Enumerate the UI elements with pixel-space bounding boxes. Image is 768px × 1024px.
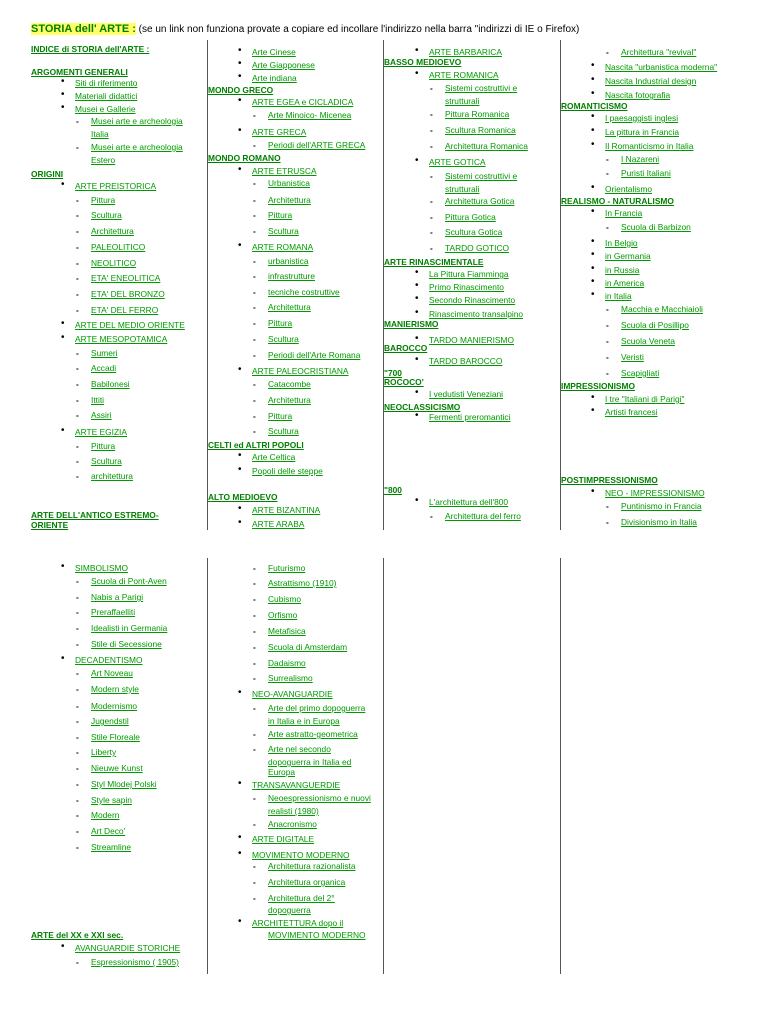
- index-link[interactable]: • ARTE ROMANA: [252, 242, 313, 252]
- index-link[interactable]: • Siti di riferimento: [75, 78, 137, 88]
- sub-link[interactable]: - Neoespressionismo e nuovi: [268, 793, 371, 803]
- section-heading: MANIERISMO: [384, 319, 439, 329]
- index-link[interactable]: • in Italia: [605, 291, 632, 301]
- sub-link[interactable]: - urbanistica: [268, 256, 309, 266]
- index-link[interactable]: • TARDO BAROCCO: [429, 356, 502, 366]
- index-link[interactable]: • in America: [605, 278, 644, 288]
- sub-link[interactable]: - ETA' DEL FERRO: [91, 305, 158, 315]
- index-link[interactable]: • La Pittura Fiamminga: [429, 269, 509, 279]
- sub-link[interactable]: - Cubismo: [268, 594, 301, 604]
- index-link[interactable]: • Nascita fotografia: [605, 90, 670, 100]
- sub-link[interactable]: - Scultura: [268, 426, 299, 436]
- index-link[interactable]: • ARTE PALEOCRISTIANA: [252, 366, 349, 376]
- sub-link[interactable]: - Divisionismo in Italia: [621, 517, 697, 527]
- sub-link[interactable]: - Accadi: [91, 363, 116, 373]
- sub-link[interactable]: - Scultura Romanica: [445, 125, 516, 135]
- section-heading: BAROCCO: [384, 343, 428, 353]
- sub-link[interactable]: - Espressionismo ( 1905): [91, 957, 179, 967]
- index-link[interactable]: • Rinascimento transalpino: [429, 309, 523, 319]
- index-link[interactable]: • La pittura in Francia: [605, 127, 679, 137]
- link-continuation[interactable]: strutturali: [445, 96, 480, 106]
- sub-link[interactable]: - Architettura "revival": [621, 47, 696, 57]
- index-link[interactable]: • ARTE ROMANICA: [429, 70, 499, 80]
- sub-link[interactable]: - Scultura: [268, 226, 299, 236]
- section-heading: INDICE di STORIA dell'ARTE :: [31, 44, 150, 54]
- column-divider: [383, 40, 384, 530]
- index-link[interactable]: • L'architettura dell'800: [429, 497, 508, 507]
- sub-link[interactable]: - Puristi Italiani: [621, 168, 671, 178]
- sub-link[interactable]: - Orfismo: [268, 610, 297, 620]
- link-continuation[interactable]: dopoguerra: [268, 905, 311, 915]
- link-continuation[interactable]: Estero: [91, 155, 116, 165]
- link-continuation[interactable]: dopoguerra in Italia ed: [268, 757, 352, 767]
- sub-link[interactable]: - Ittiti: [91, 395, 104, 405]
- index-link[interactable]: • ARTE GRECA: [252, 127, 306, 137]
- index-link[interactable]: • TRANSAVANGUERDIE: [252, 780, 340, 790]
- sub-link[interactable]: - Stile Floreale: [91, 732, 140, 742]
- index-link[interactable]: • Arte Giapponese: [252, 60, 315, 70]
- sub-link[interactable]: - Scuola di Pont-Aven: [91, 576, 167, 586]
- sub-link[interactable]: - Scuola di Barbizon: [621, 222, 691, 232]
- sub-link[interactable]: - Musei arte e archeologia: [91, 116, 183, 126]
- sub-link[interactable]: - Arte astratto-geometrica: [268, 729, 358, 739]
- sub-link[interactable]: - Scuola di Posillipo: [621, 320, 689, 330]
- sub-link[interactable]: - Scultura Gotica: [445, 227, 502, 237]
- index-link[interactable]: • AVANGUARDIE STORICHE: [75, 943, 180, 953]
- sub-link[interactable]: - Musei arte e archeologia: [91, 142, 183, 152]
- sub-link[interactable]: - Metafisica: [268, 626, 306, 636]
- sub-link[interactable]: - Macchia e Macchiaioli: [621, 304, 703, 314]
- sub-link[interactable]: - Pittura: [91, 195, 115, 205]
- section-heading: "800: [384, 485, 402, 495]
- index-link[interactable]: • Materiali didattici: [75, 91, 137, 101]
- sub-link[interactable]: - Futurismo: [268, 563, 305, 573]
- sub-link[interactable]: - Veristi: [621, 352, 644, 362]
- sub-link[interactable]: - Scultura: [91, 210, 122, 220]
- link-continuation[interactable]: realisti (1980): [268, 806, 319, 816]
- section-heading: ROCOCO': [384, 377, 424, 387]
- sub-link[interactable]: - Scapigliati: [621, 368, 659, 378]
- section-heading: POSTIMPRESSIONISMO: [561, 475, 658, 485]
- sub-link[interactable]: - Sistemi costruttivi e: [445, 171, 517, 181]
- sub-link[interactable]: - Dadaismo: [268, 658, 306, 668]
- sub-link[interactable]: - Scultura: [91, 456, 122, 466]
- sub-link[interactable]: - Periodi dell'Arte Romana: [268, 350, 360, 360]
- index-link[interactable]: • Orientalismo: [605, 184, 652, 194]
- sub-link[interactable]: - Surrealismo: [268, 673, 313, 683]
- column-divider: [383, 558, 384, 974]
- sub-link[interactable]: - Astrattismo (1910): [268, 578, 336, 588]
- section-heading: ORIGINI: [31, 169, 64, 179]
- sub-link[interactable]: - Liberty: [91, 747, 116, 757]
- index-link[interactable]: • In Belgio: [605, 238, 638, 248]
- index-link[interactable]: • Arte Celtica: [252, 452, 295, 462]
- index-link[interactable]: • ARTE ARABA: [252, 519, 304, 529]
- column-divider: [560, 40, 561, 530]
- sub-link[interactable]: - Style sapin: [91, 795, 132, 805]
- sub-link[interactable]: - Sistemi costruttivi e: [445, 83, 517, 93]
- sub-link[interactable]: - Nabis a Parigi: [91, 592, 143, 602]
- index-link[interactable]: • I vedutisti Veneziani: [429, 389, 503, 399]
- section-heading: BASSO MEDIOEVO: [384, 57, 462, 67]
- index-link[interactable]: • DECADENTISMO: [75, 655, 142, 665]
- section-heading: NEOCLASSICISMO: [384, 402, 461, 412]
- section-heading: CELTI ed ALTRI POPOLI: [208, 440, 304, 450]
- section-heading: "700: [384, 368, 402, 378]
- sub-link[interactable]: - architettura: [91, 471, 133, 481]
- sub-link[interactable]: - Styl Mlodej Polski: [91, 779, 157, 789]
- section-heading: IMPRESSIONISMO: [561, 381, 635, 391]
- section-heading: ALTO MEDIOEVO: [208, 492, 278, 502]
- index-link[interactable]: • In Francia: [605, 208, 642, 218]
- sub-link[interactable]: - Urbanistica: [268, 178, 310, 188]
- sub-link[interactable]: - I Nazareni: [621, 154, 659, 164]
- index-link[interactable]: • NEO-AVANGUARDIE: [252, 689, 333, 699]
- index-link[interactable]: • ARTE PREISTORICA: [75, 181, 156, 191]
- section-heading: MONDO GRECO: [208, 85, 274, 95]
- index-link[interactable]: • I paesaggisti inglesi: [605, 113, 678, 123]
- link-continuation[interactable]: Italia: [91, 129, 109, 139]
- sub-link[interactable]: - Modern style: [91, 684, 139, 694]
- sub-link[interactable]: - Pittura Romanica: [445, 109, 509, 119]
- column-divider: [207, 40, 208, 530]
- index-link[interactable]: • ARTE ETRUSCA: [252, 166, 317, 176]
- sub-link[interactable]: - Catacombe: [268, 379, 311, 389]
- index-link[interactable]: • I tre "Italiani di Parigi": [605, 394, 685, 404]
- link-continuation[interactable]: strutturali: [445, 184, 480, 194]
- sub-link[interactable]: - NEOLITICO: [91, 258, 136, 268]
- sub-link[interactable]: - Scuola di Amsterdam: [268, 642, 347, 652]
- index-link[interactable]: • ARTE MESOPOTAMICA: [75, 334, 167, 344]
- sub-link[interactable]: - PALEOLITICO: [91, 242, 145, 252]
- column-divider: [560, 558, 561, 974]
- sub-link[interactable]: - infrastrutture: [268, 271, 315, 281]
- sub-link[interactable]: - Arte nel secondo: [268, 744, 331, 754]
- sub-link[interactable]: - Anacronismo: [268, 819, 317, 829]
- section-heading: ORIENTE: [31, 520, 69, 530]
- sub-link[interactable]: - ETA' ENEOLITICA: [91, 273, 160, 283]
- sub-link[interactable]: - Stile di Secessione: [91, 639, 162, 649]
- section-heading: REALISMO - NATURALISMO: [561, 196, 674, 206]
- sub-link[interactable]: - Arte Minoico- Micenea: [268, 110, 351, 120]
- index-link[interactable]: • ARCHITETTURA dopo il: [252, 918, 343, 928]
- sub-link[interactable]: - Pittura: [91, 441, 115, 451]
- sub-link[interactable]: - Nieuwe Kunst: [91, 763, 143, 773]
- sub-link[interactable]: - Architettura: [268, 195, 311, 205]
- sub-link[interactable]: - Scuola Veneta: [621, 336, 675, 346]
- sub-link[interactable]: - Modern: [91, 810, 119, 820]
- sub-link[interactable]: - Babilonesi: [91, 379, 130, 389]
- index-link[interactable]: • Nascita Industrial design: [605, 76, 696, 86]
- sub-link[interactable]: - Architettura Gotica: [445, 196, 514, 206]
- index-link[interactable]: • ARTE BIZANTINA: [252, 505, 320, 515]
- index-link[interactable]: • Primo Rinascimento: [429, 282, 504, 292]
- sub-link[interactable]: - Streamline: [91, 842, 131, 852]
- index-link[interactable]: • MOVIMENTO MODERNO: [252, 850, 350, 860]
- sub-link[interactable]: - Pittura Gotica: [445, 212, 496, 222]
- link-continuation[interactable]: in Italia e in Europa: [268, 716, 340, 726]
- sub-link[interactable]: - Pittura: [268, 318, 292, 328]
- section-heading: ROMANTICISMO: [561, 101, 628, 111]
- sub-link[interactable]: - Art Noveau: [91, 668, 133, 678]
- sub-link[interactable]: - Modernismo: [91, 701, 137, 711]
- sub-link[interactable]: - Puntinismo in Francia: [621, 501, 702, 511]
- page-title: STORIA dell' ARTE :: [31, 23, 136, 35]
- sub-link[interactable]: - Scultura: [268, 334, 299, 344]
- index-link[interactable]: • ARTE GOTICA: [429, 157, 486, 167]
- index-link[interactable]: • Artisti francesi: [605, 407, 658, 417]
- sub-link[interactable]: - Architettura: [91, 226, 134, 236]
- sub-link[interactable]: - Idealisti in Germania: [91, 623, 167, 633]
- index-link[interactable]: • Secondo Rinascimento: [429, 295, 515, 305]
- sub-link[interactable]: - Pittura: [268, 411, 292, 421]
- index-link[interactable]: • SIMBOLISMO: [75, 563, 128, 573]
- section-heading: ARGOMENTI GENERALI: [31, 67, 128, 77]
- sub-link[interactable]: - Architettura del ferro: [445, 511, 521, 521]
- sub-link[interactable]: - Architettura del 2°: [268, 893, 335, 903]
- index-link[interactable]: • ARTE BARBARICA: [429, 47, 502, 57]
- index-link[interactable]: • Popoli delle steppe: [252, 466, 323, 476]
- sub-link[interactable]: - Architettura: [268, 302, 311, 312]
- index-link[interactable]: • Arte indiana: [252, 73, 297, 83]
- index-link[interactable]: • ARTE DIGITALE: [252, 834, 314, 844]
- page-header: [31, 23, 579, 35]
- sub-link[interactable]: - Preraffaelliti: [91, 607, 135, 617]
- column-divider: [207, 558, 208, 974]
- index-link[interactable]: • ARTE DEL MEDIO ORIENTE: [75, 320, 185, 330]
- index-link[interactable]: • in Russia: [605, 265, 639, 275]
- sub-link[interactable]: - Architettura razionalista: [268, 861, 356, 871]
- sub-link[interactable]: - Architettura organica: [268, 877, 345, 887]
- index-link[interactable]: • Fermenti preromantici: [429, 412, 510, 422]
- sub-link[interactable]: - Architettura: [268, 395, 311, 405]
- section-heading: ARTE RINASCIMENTALE: [384, 257, 484, 267]
- index-link[interactable]: • Nascita "urbanistica moderna": [605, 62, 717, 72]
- index-link[interactable]: • Il Romanticismo in Italia: [605, 141, 693, 151]
- section-heading: ARTE del XX e XXI sec.: [31, 930, 124, 940]
- section-heading: MONDO ROMANO: [208, 153, 281, 163]
- sub-link[interactable]: - Assiri: [91, 410, 111, 420]
- sub-link[interactable]: - Periodi dell'ARTE GRECA: [268, 140, 365, 150]
- index-link[interactable]: • NEO - IMPRESSIONISMO: [605, 488, 705, 498]
- header-note: (se un link non funziona provate a copiare ed incollare l'indirizzo nella barra "indirizzi di IE o Firefox): [138, 24, 580, 35]
- section-heading: ARTE DELL'ANTICO ESTREMO-: [31, 510, 159, 520]
- link-continuation[interactable]: MOVIMENTO MODERNO: [268, 930, 366, 940]
- sub-link[interactable]: - Sumeri: [91, 348, 118, 358]
- index-link[interactable]: • TARDO MANIERISMO: [429, 335, 514, 345]
- sub-link[interactable]: - Jugendstil: [91, 716, 129, 726]
- sub-link[interactable]: - tecniche costruttive: [268, 287, 340, 297]
- sub-link[interactable]: - Arte del primo dopoguerra: [268, 703, 365, 713]
- sub-link[interactable]: - TARDO GOTICO: [445, 243, 509, 253]
- link-continuation[interactable]: Europa: [268, 767, 296, 777]
- index-link[interactable]: • Arte Cinese: [252, 47, 296, 57]
- sub-link[interactable]: - Architettura Romanica: [445, 141, 528, 151]
- index-link[interactable]: • ARTE EGIZIA: [75, 427, 127, 437]
- index-link[interactable]: • ARTE EGEA e CICLADICA: [252, 97, 353, 107]
- sub-link[interactable]: - ETA' DEL BRONZO: [91, 289, 165, 299]
- index-link[interactable]: • in Germania: [605, 251, 651, 261]
- index-link[interactable]: • Musei e Gallerie: [75, 104, 136, 114]
- sub-link[interactable]: - Pittura: [268, 210, 292, 220]
- sub-link[interactable]: - Art Deco': [91, 826, 125, 836]
